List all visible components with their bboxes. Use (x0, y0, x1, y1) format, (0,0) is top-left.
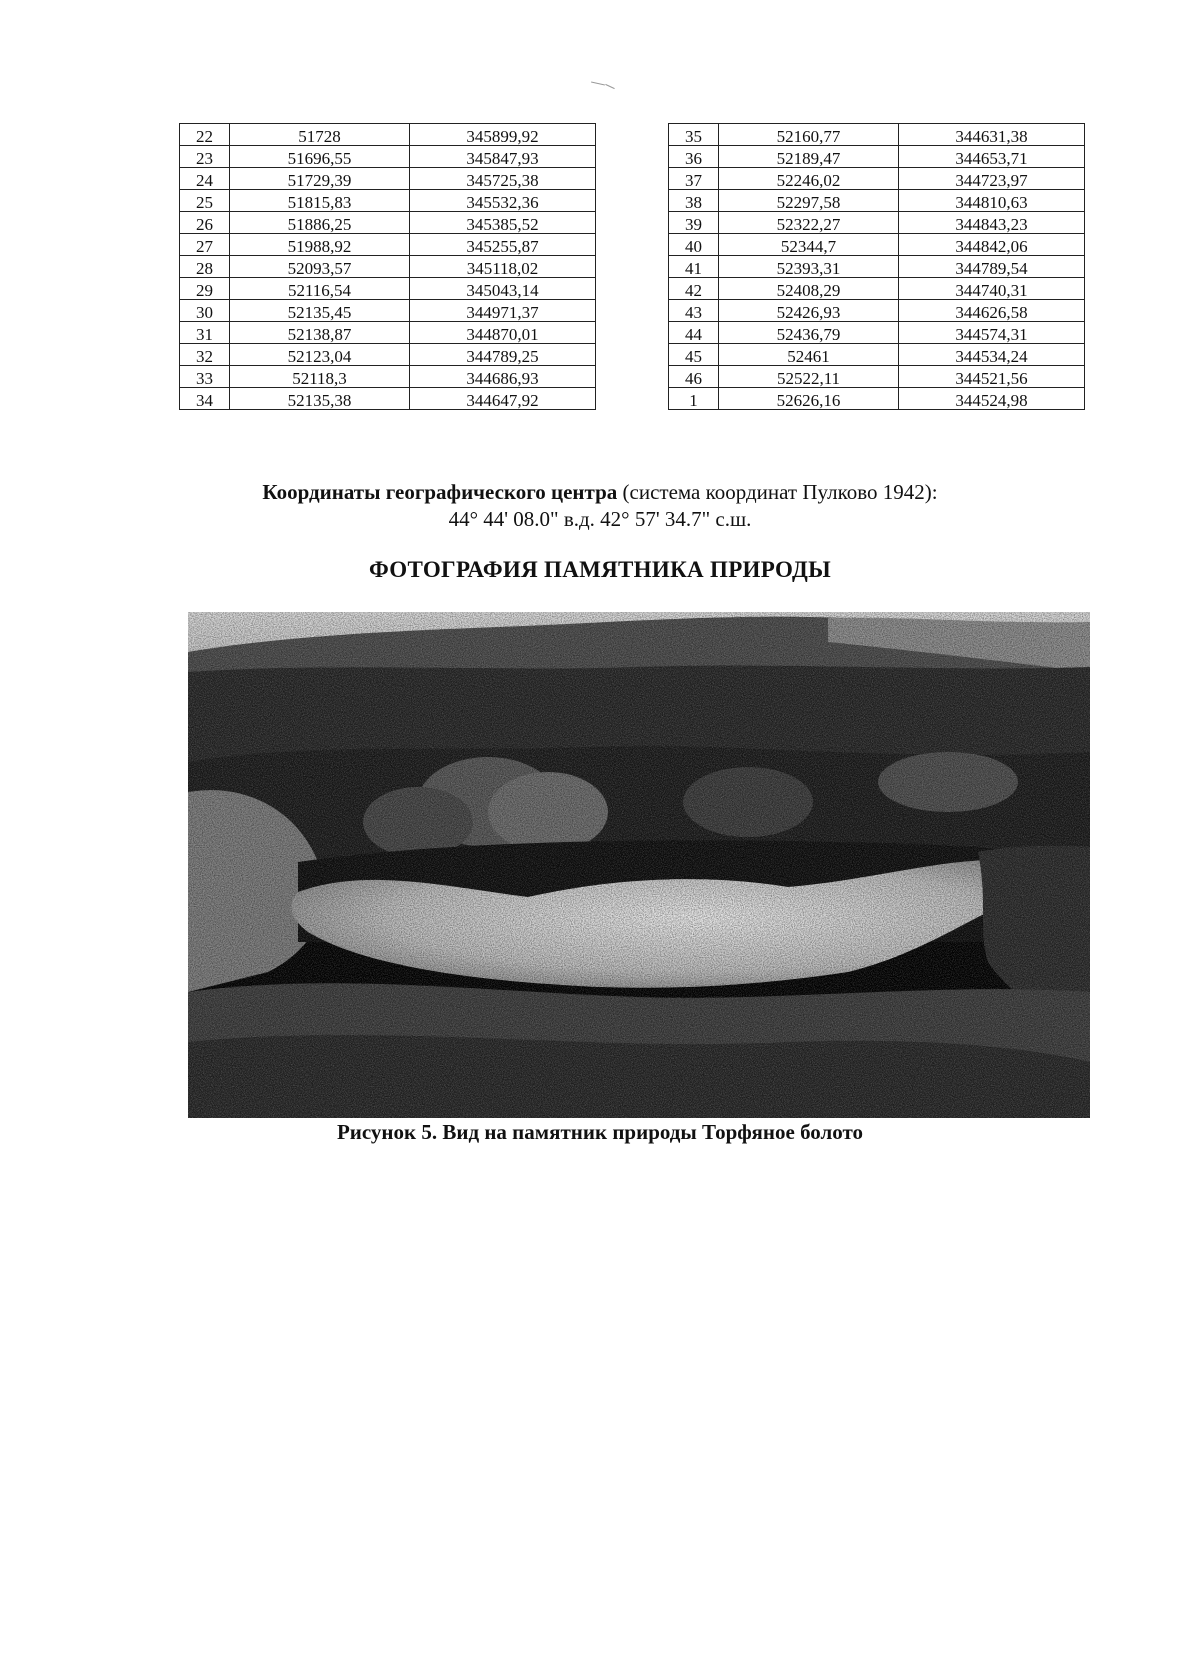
x-coordinate-cell: 51729,39 (230, 168, 410, 190)
y-coordinate-cell: 345118,02 (410, 256, 596, 278)
y-coordinate-cell: 344843,23 (899, 212, 1085, 234)
coordinates-table-left (179, 123, 596, 410)
point-number-cell: 46 (669, 366, 719, 388)
table-row (180, 300, 596, 322)
table-row (669, 256, 1085, 278)
point-number-cell: 32 (180, 344, 230, 366)
table-row (669, 300, 1085, 322)
y-coordinate-cell: 344647,92 (410, 388, 596, 410)
table-row (669, 168, 1085, 190)
x-coordinate-cell: 52135,38 (230, 388, 410, 410)
photo-landscape-image (188, 612, 1090, 1118)
point-number-cell: 28 (180, 256, 230, 278)
table-row (180, 146, 596, 168)
point-number-cell: 38 (669, 190, 719, 212)
y-coordinate-cell: 344524,98 (899, 388, 1085, 410)
y-coordinate-cell: 344534,24 (899, 344, 1085, 366)
x-coordinate-cell: 52118,3 (230, 366, 410, 388)
y-coordinate-cell: 345847,93 (410, 146, 596, 168)
point-number-cell: 40 (669, 234, 719, 256)
table-row (669, 190, 1085, 212)
table-row (180, 388, 596, 410)
x-coordinate-cell: 51728 (230, 124, 410, 146)
nature-monument-photo (188, 612, 1090, 1118)
x-coordinate-cell: 51886,25 (230, 212, 410, 234)
y-coordinate-cell: 344789,25 (410, 344, 596, 366)
x-coordinate-cell: 52138,87 (230, 322, 410, 344)
table-row (180, 212, 596, 234)
table-row (669, 146, 1085, 168)
scan-mark (591, 82, 605, 86)
y-coordinate-cell: 345043,14 (410, 278, 596, 300)
x-coordinate-cell: 52344,7 (719, 234, 899, 256)
geo-center-label-rest: (система координат Пулково 1942): (617, 480, 938, 504)
x-coordinate-cell: 52189,47 (719, 146, 899, 168)
table-row (180, 344, 596, 366)
table-row (669, 388, 1085, 410)
y-coordinate-cell: 344631,38 (899, 124, 1085, 146)
x-coordinate-cell: 52426,93 (719, 300, 899, 322)
x-coordinate-cell: 51815,83 (230, 190, 410, 212)
point-number-cell: 27 (180, 234, 230, 256)
point-number-cell: 44 (669, 322, 719, 344)
y-coordinate-cell: 345255,87 (410, 234, 596, 256)
scan-mark (605, 84, 614, 89)
table-row (669, 344, 1085, 366)
point-number-cell: 24 (180, 168, 230, 190)
x-coordinate-cell: 52461 (719, 344, 899, 366)
table-body (669, 124, 1085, 410)
y-coordinate-cell: 344686,93 (410, 366, 596, 388)
point-number-cell: 23 (180, 146, 230, 168)
point-number-cell: 30 (180, 300, 230, 322)
y-coordinate-cell: 345532,36 (410, 190, 596, 212)
x-coordinate-cell: 52626,16 (719, 388, 899, 410)
table-row (180, 278, 596, 300)
point-number-cell: 45 (669, 344, 719, 366)
table-row (180, 190, 596, 212)
x-coordinate-cell: 52522,11 (719, 366, 899, 388)
table-row (180, 124, 596, 146)
y-coordinate-cell: 344810,63 (899, 190, 1085, 212)
point-number-cell: 41 (669, 256, 719, 278)
x-coordinate-cell: 52322,27 (719, 212, 899, 234)
y-coordinate-cell: 344789,54 (899, 256, 1085, 278)
geo-center-coordinates: 44° 44' 08.0" в.д. 42° 57' 34.7" с.ш. (448, 507, 752, 531)
point-number-cell: 36 (669, 146, 719, 168)
y-coordinate-cell: 344653,71 (899, 146, 1085, 168)
point-number-cell: 34 (180, 388, 230, 410)
y-coordinate-cell: 345899,92 (410, 124, 596, 146)
table-row (669, 278, 1085, 300)
table-row (669, 322, 1085, 344)
y-coordinate-cell: 344740,31 (899, 278, 1085, 300)
point-number-cell: 29 (180, 278, 230, 300)
x-coordinate-cell: 52135,45 (230, 300, 410, 322)
x-coordinate-cell: 52116,54 (230, 278, 410, 300)
x-coordinate-cell: 52297,58 (719, 190, 899, 212)
point-number-cell: 35 (669, 124, 719, 146)
y-coordinate-cell: 344842,06 (899, 234, 1085, 256)
x-coordinate-cell: 52160,77 (719, 124, 899, 146)
table-row (180, 256, 596, 278)
table-row (180, 322, 596, 344)
y-coordinate-cell: 344574,31 (899, 322, 1085, 344)
y-coordinate-cell: 344870,01 (410, 322, 596, 344)
table-row (180, 234, 596, 256)
table-row (669, 124, 1085, 146)
x-coordinate-cell: 51696,55 (230, 146, 410, 168)
y-coordinate-cell: 344971,37 (410, 300, 596, 322)
x-coordinate-cell: 52093,57 (230, 256, 410, 278)
point-number-cell: 37 (669, 168, 719, 190)
table-row (669, 234, 1085, 256)
table-row (180, 366, 596, 388)
point-number-cell: 43 (669, 300, 719, 322)
x-coordinate-cell: 51988,92 (230, 234, 410, 256)
x-coordinate-cell: 52123,04 (230, 344, 410, 366)
x-coordinate-cell: 52436,79 (719, 322, 899, 344)
coordinates-table-right (668, 123, 1085, 410)
y-coordinate-cell: 345385,52 (410, 212, 596, 234)
point-number-cell: 42 (669, 278, 719, 300)
y-coordinate-cell: 344626,58 (899, 300, 1085, 322)
table-row (180, 168, 596, 190)
x-coordinate-cell: 52246,02 (719, 168, 899, 190)
point-number-cell: 22 (180, 124, 230, 146)
point-number-cell: 39 (669, 212, 719, 234)
point-number-cell: 31 (180, 322, 230, 344)
photo-heading: ФОТОГРАФИЯ ПАМЯТНИКА ПРИРОДЫ (368, 557, 832, 582)
x-coordinate-cell: 52408,29 (719, 278, 899, 300)
point-number-cell: 1 (669, 388, 719, 410)
point-number-cell: 33 (180, 366, 230, 388)
table-row (669, 212, 1085, 234)
figure-caption: Рисунок 5. Вид на памятник природы Торфяное болото (336, 1120, 864, 1144)
y-coordinate-cell: 344723,97 (899, 168, 1085, 190)
geo-center-label-bold: Координаты географического центра (262, 480, 618, 504)
point-number-cell: 26 (180, 212, 230, 234)
table-body (180, 124, 596, 410)
y-coordinate-cell: 345725,38 (410, 168, 596, 190)
geo-center-label (0, 480, 1200, 505)
x-coordinate-cell: 52393,31 (719, 256, 899, 278)
y-coordinate-cell: 344521,56 (899, 366, 1085, 388)
table-row (669, 366, 1085, 388)
point-number-cell: 25 (180, 190, 230, 212)
